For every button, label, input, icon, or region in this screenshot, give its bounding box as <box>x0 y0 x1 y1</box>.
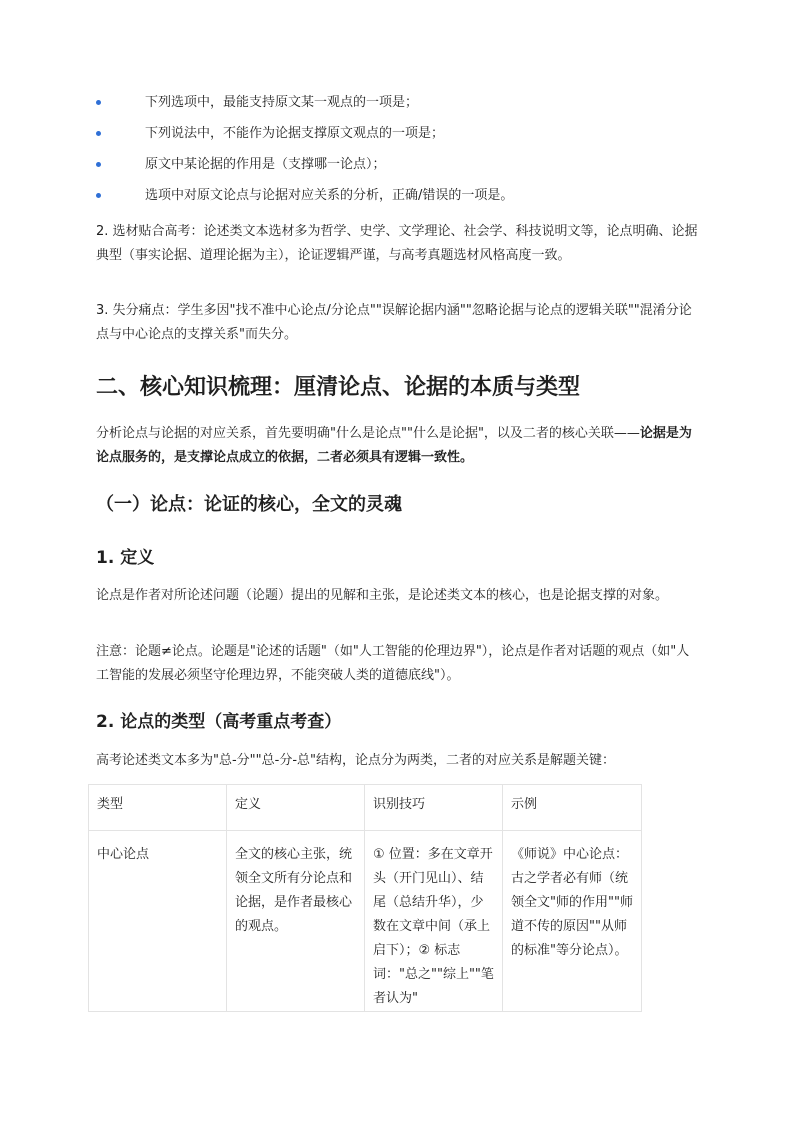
bullet-dot-icon <box>96 100 101 105</box>
losses-paragraph: 3. 失分痛点：学生多因"找不准中心论点/分论点""误解论据内涵""忽略论据与论点的逻辑关联""混淆分论点与中心论点的支撑关系"而失分。 <box>96 303 692 342</box>
definition-paragraph: 论点是作者对所论述问题（论题）提出的见解和主张，是论述类文本的核心，也是论据支撑的对象。 <box>96 588 669 603</box>
cell-type: 中心论点 <box>97 847 150 862</box>
list-item <box>96 155 706 186</box>
types-heading: 2. 论点的类型（高考重点考查） <box>96 712 342 732</box>
column-header: 定义 <box>227 785 365 831</box>
table-cell <box>89 831 227 1012</box>
question-type-list <box>96 93 706 217</box>
section-heading: 二、核心知识梳理：厘清论点、论据的本质与类型 <box>96 375 581 400</box>
list-item-text: 下列选项中，最能支持原文某一观点的一项是； <box>145 95 419 110</box>
note-paragraph: 注意：论题≠论点。论题是"论述的话题"（如"人工智能的伦理边界"），论点是作者对话题的观点（如"人工智能的发展必须坚守伦理边界，不能突破人类的道德底线"）。 <box>96 644 690 683</box>
table-cell <box>365 831 503 1012</box>
bullet-dot-icon <box>96 162 101 167</box>
list-item <box>96 93 706 124</box>
argument-types-table <box>88 784 642 1012</box>
definition-heading: 1. 定义 <box>96 548 155 568</box>
intro-bold-text: 论据是为论点服务的，是支撑论点成立的依据，二者必须具有逻辑一致性。 <box>96 426 692 465</box>
table-cell <box>503 831 642 1012</box>
cell-definition: 全文的核心主张，统领全文所有分论点和论据，是作者最核心的观点。 <box>235 847 353 934</box>
intro-text: 分析论点与论据的对应关系，首先要明确"什么是论点""什么是论据"，以及二者的核心关联—— <box>96 426 640 441</box>
column-header: 识别技巧 <box>365 785 503 831</box>
list-item <box>96 124 706 155</box>
subsection-heading: （一）论点：论证的核心，全文的灵魂 <box>96 494 402 515</box>
column-header: 类型 <box>89 785 227 831</box>
selection-paragraph: 2. 选材贴合高考：论述类文本选材多为哲学、史学、文学理论、社会学、科技说明文等，论点明确、论据典型（事实论据、道理论据为主），论证逻辑严谨，与高考真题选材风格高度一致。 <box>96 224 698 263</box>
list-item-text: 原文中某论据的作用是（支撑哪一论点）； <box>145 157 386 172</box>
list-item-text: 下列说法中，不能作为论据支撑原文观点的一项是； <box>145 126 445 141</box>
types-intro-paragraph: 高考论述类文本多为"总-分""总-分-总"结构，论点分为两类，二者的对应关系是解题关键： <box>96 753 615 768</box>
bullet-dot-icon <box>96 131 101 136</box>
list-item <box>96 186 706 217</box>
intro-paragraph <box>96 422 702 470</box>
table-header-row <box>89 785 642 831</box>
cell-technique: ① 位置：多在文章开头（开门见山）、结尾（总结升华），少数在文章中间（承上启下）；② 标志词："总之""综上""笔者认为" <box>373 847 494 1006</box>
bullet-dot-icon <box>96 193 101 198</box>
table-row <box>89 831 642 1012</box>
list-item-text: 选项中对原文论点与论据对应关系的分析，正确/错误的一项是。 <box>145 188 514 203</box>
cell-example: 《师说》中心论点：古之学者必有师（统领全文"师的作用""师道不传的原因""从师的标准"等分论点）。 <box>511 847 633 958</box>
column-header: 示例 <box>503 785 642 831</box>
table-cell <box>227 831 365 1012</box>
